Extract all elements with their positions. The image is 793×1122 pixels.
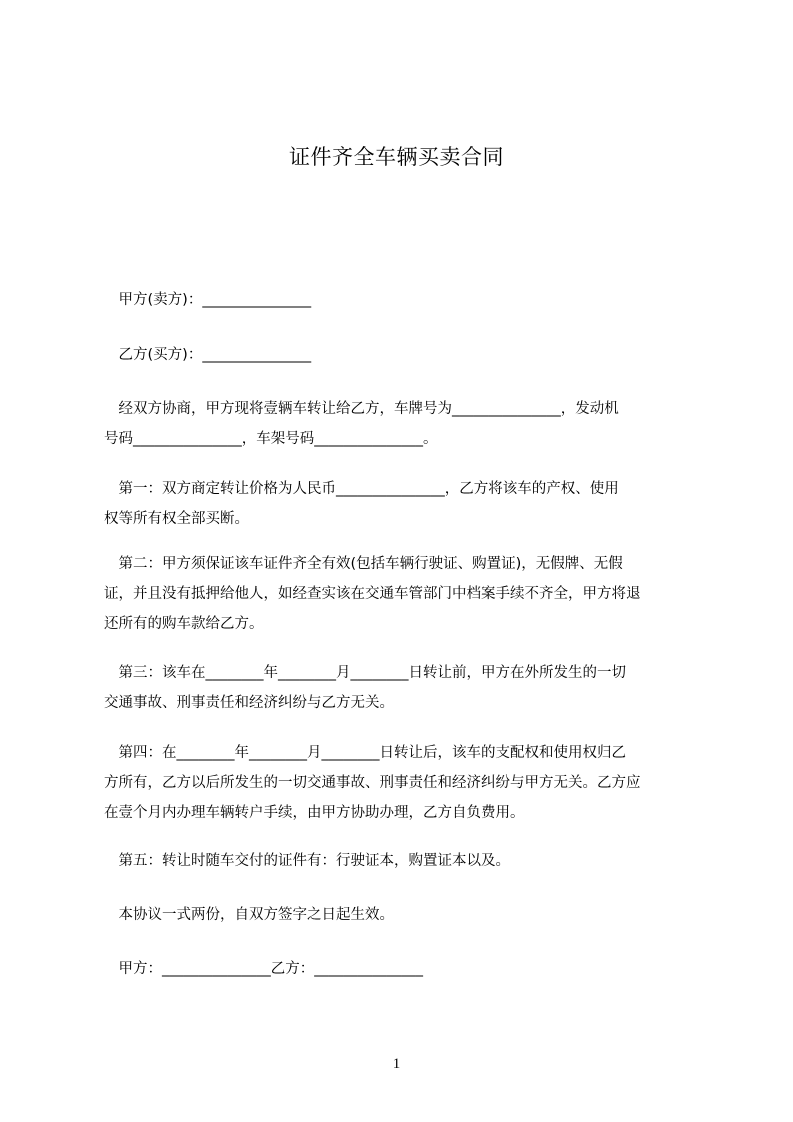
clause-1-line: 权等所有权全部买断。	[104, 511, 249, 527]
clause-2-line: 证，并且没有抵押给他人，如经查实该在交通车管部门中档案手续不齐全，甲方将退	[104, 586, 641, 602]
intro-line: 经双方协商，甲方现将壹辆车转让给乙方，车牌号为_______________，发动机	[104, 401, 619, 417]
clause-4-line: 方所有，乙方以后所发生的一切交通事故、刑事责任和经济纠纷与甲方无关。乙方应	[104, 775, 641, 791]
clause-1-line: 第一：双方商定转让价格为人民币_______________，乙方将该车的产权、使用	[104, 481, 619, 497]
document-title: 证件齐全车辆买卖合同	[289, 145, 504, 169]
seller-line: 甲方(卖方)：_______________	[104, 292, 312, 308]
page-number: 1	[392, 1056, 401, 1072]
clause-1-paragraph	[104, 474, 704, 534]
buyer-line: 乙方(买方)：_______________	[104, 347, 312, 363]
clause-3-line: 交通事故、刑事责任和经济纠纷与乙方无关。	[104, 695, 394, 711]
clause-4-paragraph	[104, 738, 704, 828]
intro-line: 号码_______________，车架号码_______________。	[104, 431, 438, 447]
clause-5-line: 第五：转让时随车交付的证件有：行驶证本，购置证本以及。	[104, 853, 510, 869]
intro-paragraph	[104, 394, 704, 454]
effectiveness-line: 本协议一式两份，自双方签字之日起生效。	[104, 907, 394, 923]
clause-2-line: 还所有的购车款给乙方。	[104, 616, 264, 632]
clause-2-line: 第二：甲方须保证该车证件齐全有效(包括车辆行驶证、购置证)，无假牌、无假	[104, 556, 623, 572]
clause-4-line: 第四：在________年________月________日转让后，该车的支配权和使用权归乙	[104, 745, 626, 761]
clause-3-line: 第三：该车在________年________月________日转让前，甲方在外所发生的一切	[104, 665, 626, 681]
signature-line: 甲方：_______________乙方：_______________	[104, 961, 423, 977]
clause-2-paragraph	[104, 549, 704, 639]
clause-3-paragraph	[104, 658, 704, 718]
clause-4-line: 在壹个月内办理车辆转户手续，由甲方协助办理，乙方自负费用。	[104, 805, 525, 821]
